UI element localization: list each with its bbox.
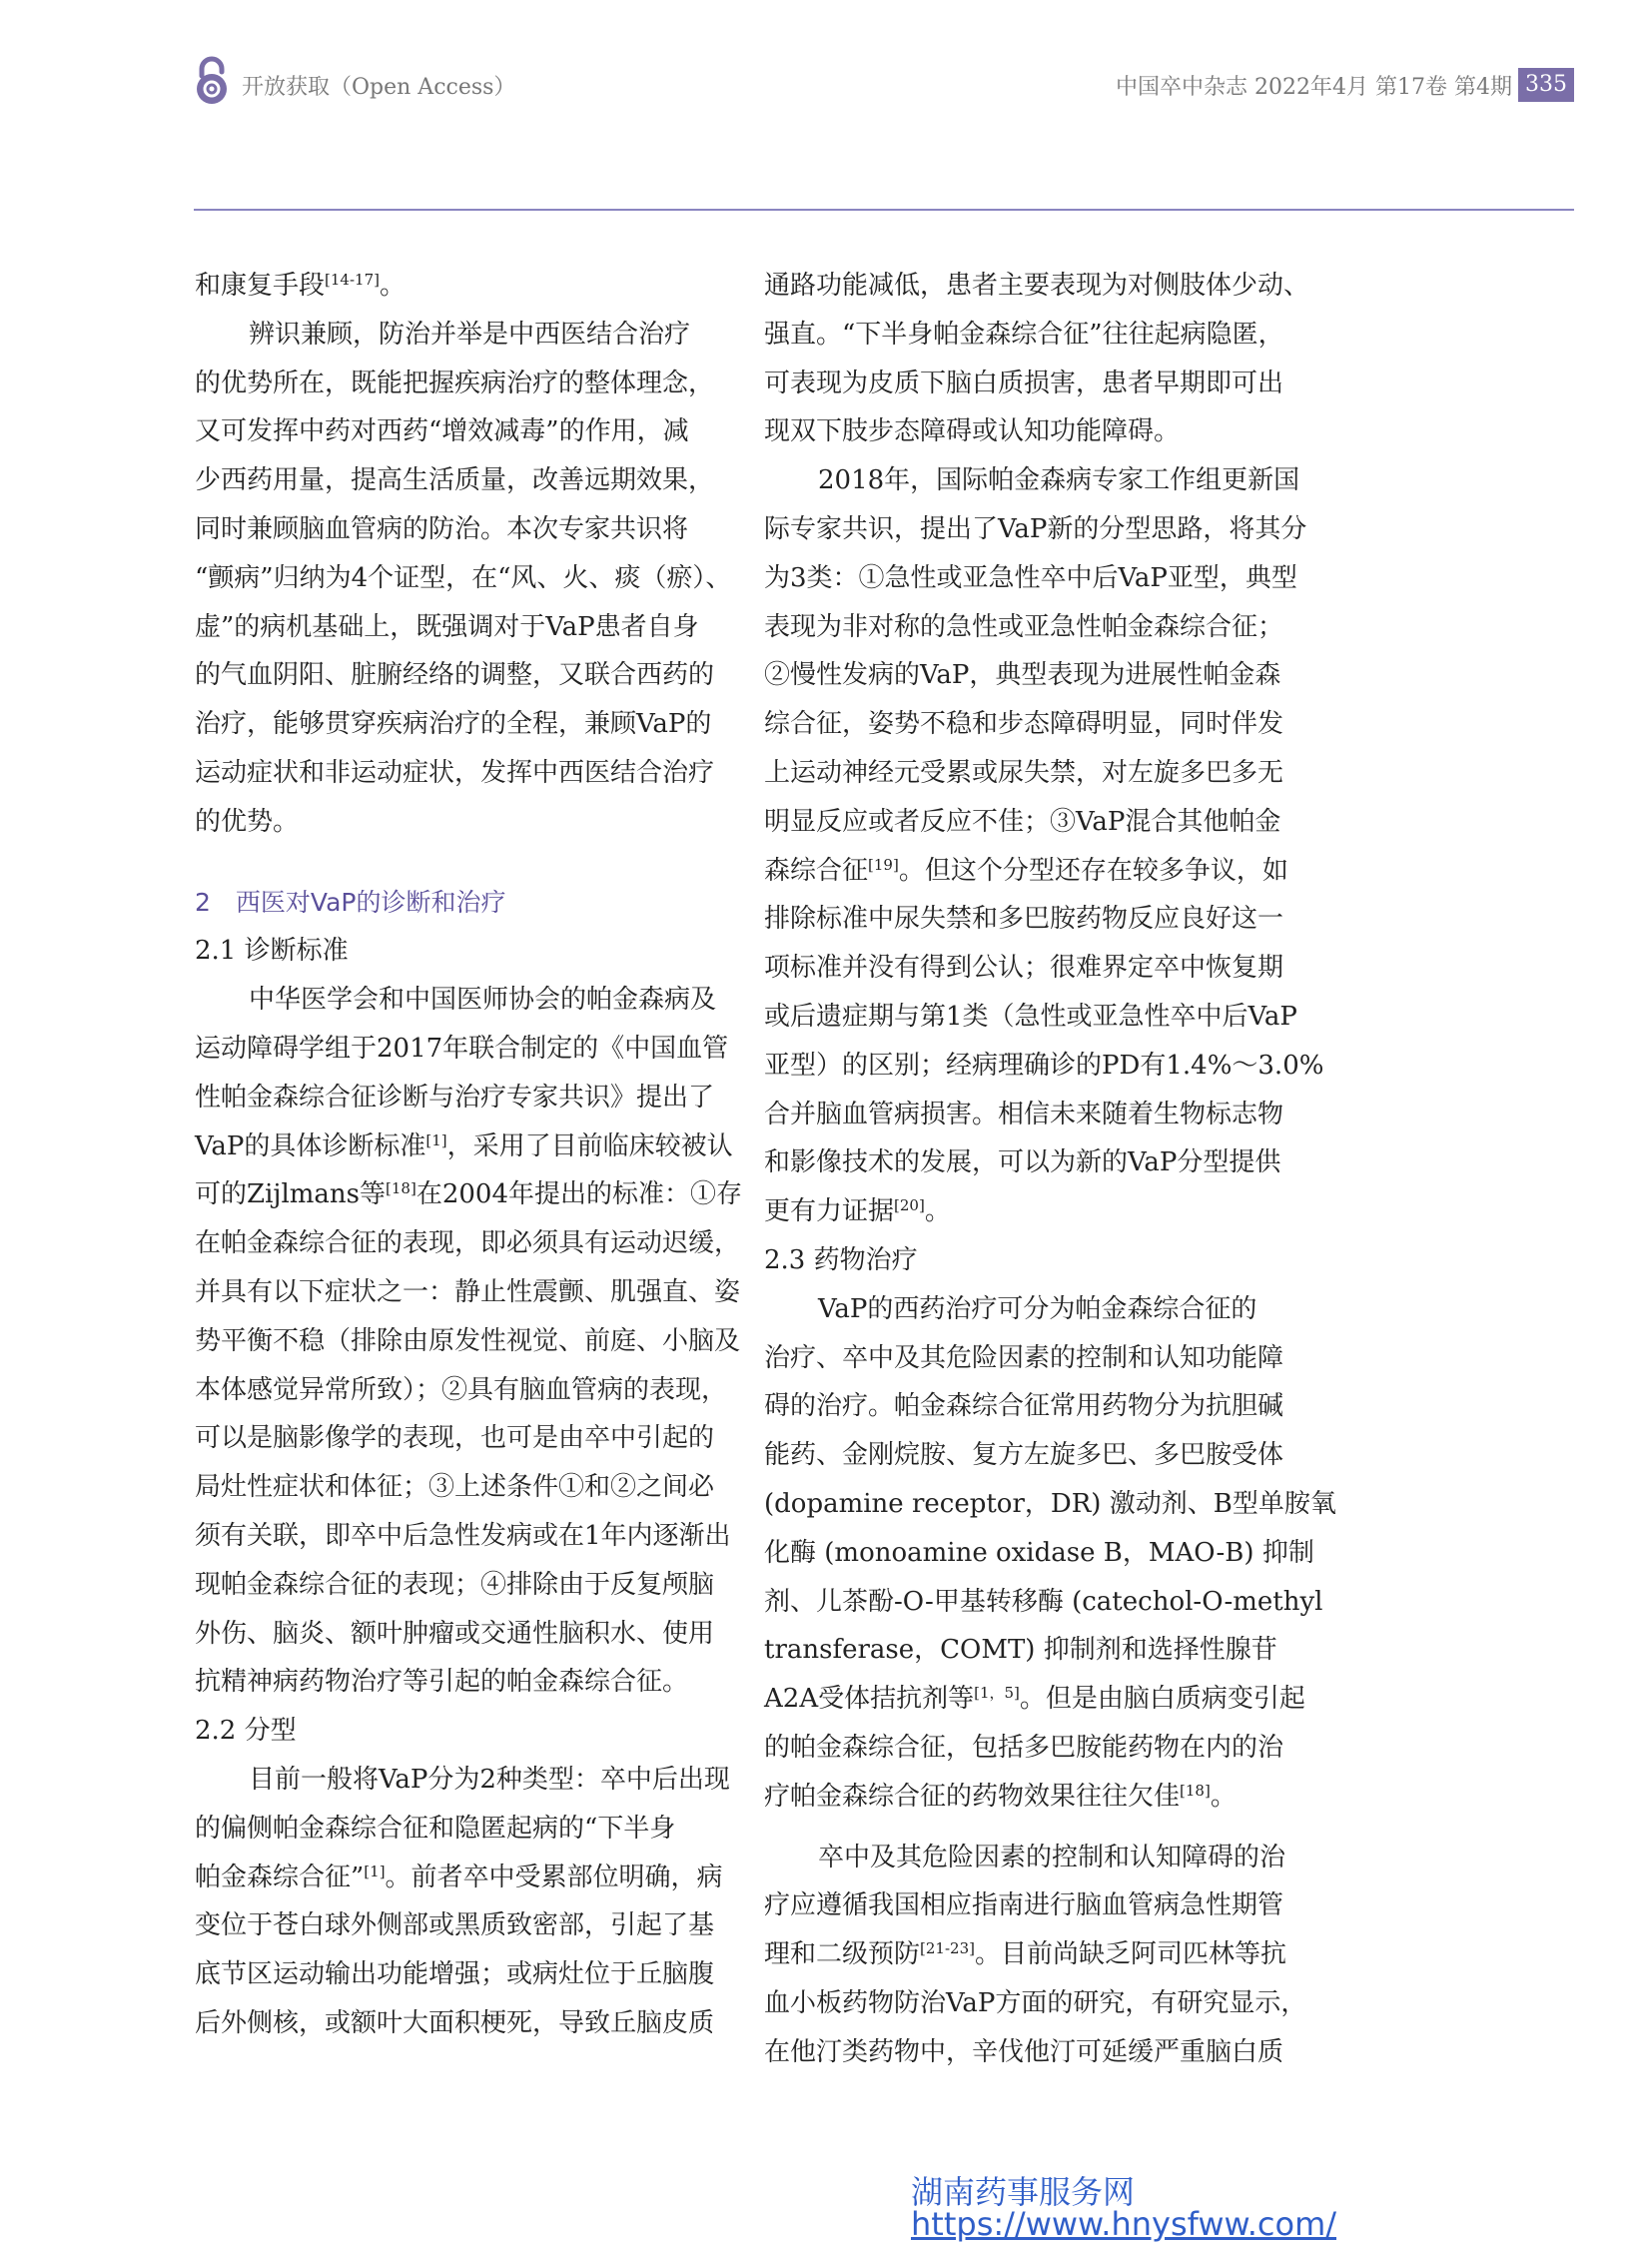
right-column	[764, 262, 1336, 2076]
journal-citation: 中国卒中杂志 2022年4月 第17卷 第4期	[1116, 75, 1512, 100]
paragraph-line: 能药、金刚烷胺、复方左旋多巴、多巴胺受体	[764, 1440, 1284, 1471]
paragraph-line: 的优势。	[195, 806, 300, 837]
watermark-url-link[interactable]: https://www.hnysfww.com/	[911, 2205, 1337, 2243]
watermark-site-name: 湖南药事服务网	[911, 2173, 1136, 2211]
paragraph-line: 或后遗症期与第1类（急性或亚急性卒中后VaP	[764, 1001, 1297, 1032]
paragraph-line: 通路功能减低，患者主要表现为对侧肢体少动、	[764, 271, 1310, 301]
paragraph-line: 治疗、卒中及其危险因素的控制和认知功能障	[764, 1342, 1284, 1373]
left-column	[195, 262, 742, 2048]
paragraph-line: 局灶性症状和体征；③上述条件①和②之间必	[195, 1472, 715, 1503]
paragraph-line: 上运动神经元受累或尿失禁，对左旋多巴多无	[764, 757, 1284, 788]
subsection-heading: 2.2 分型	[195, 1716, 297, 1747]
paragraph	[195, 976, 742, 1707]
paragraph-line: 势平衡不稳（排除由原发性视觉、前庭、小脑及	[195, 1325, 741, 1356]
paragraph-line: 碍的治疗。帕金森综合征常用药物分为抗胆碱	[764, 1391, 1284, 1422]
page-number: 335	[1518, 68, 1574, 102]
paragraph-line: 和影像技术的发展，可以为新的VaP分型提供	[764, 1147, 1281, 1178]
paragraph-line: 外伤、脑炎、额叶肿瘤或交通性脑积水、使用	[195, 1618, 715, 1649]
citation: [18]	[386, 1179, 416, 1198]
paragraph-line: 疗帕金森综合征的药物效果往往欠佳[18]。	[764, 1781, 1237, 1812]
paragraph-line: 亚型）的区别；经病理确诊的PD有1.4%～3.0%	[764, 1050, 1324, 1081]
paragraph-line: 森综合征[19]。但这个分型还存在较多争议，如	[764, 855, 1288, 886]
paragraph-line: 少西药用量，提高生活质量，改善远期效果，	[195, 465, 715, 496]
paragraph-line: transferase，COMT) 抑制剂和选择性腺苷	[764, 1635, 1277, 1666]
paragraph-line: 须有关联，即卒中后急性发病或在1年内逐渐出	[195, 1520, 731, 1551]
paragraph-line: 更有力证据[20]。	[764, 1196, 951, 1227]
paragraph-line: 的优势所在，既能把握疾病治疗的整体理念，	[195, 368, 715, 398]
paragraph	[195, 1756, 734, 2048]
paragraph-line: 现双下肢步态障碍或认知功能障碍。	[764, 416, 1181, 447]
paragraph-line: 又可发挥中药对西药“增效减毒”的作用，减	[195, 416, 689, 447]
paragraph-line: 帕金森综合征”[1]。前者卒中受累部位明确，病	[195, 1862, 723, 1892]
paragraph-line: 中华医学会和中国医师协会的帕金森病及	[249, 985, 717, 1016]
open-access-lock-icon	[194, 56, 230, 106]
paragraph	[195, 311, 734, 847]
paragraph-line: 治疗，能够贯穿疾病治疗的全程，兼顾VaP的	[195, 709, 712, 740]
paragraph-line: (dopamine receptor，DR) 激动剂、B型单胺氧	[764, 1488, 1336, 1519]
paragraph-line: 变位于苍白球外侧部或黑质致密部，引起了基	[195, 1910, 715, 1941]
paragraph-line: 卒中及其危险因素的控制和认知障碍的治	[818, 1842, 1286, 1872]
citation: [18]	[1180, 1781, 1211, 1800]
open-access-label: 开放获取（Open Access）	[242, 75, 516, 100]
paragraph-line: 强直。“下半身帕金森综合征”往往起病隐匿，	[764, 319, 1284, 350]
paragraph-line: 2018年，国际帕金森病专家工作组更新国	[818, 465, 1300, 496]
paragraph-line: 性帕金森综合征诊断与治疗专家共识》提出了	[195, 1082, 715, 1113]
subsection-heading: 2.3 药物治疗	[764, 1244, 918, 1275]
journal-info	[1116, 70, 1512, 101]
paragraph-line: 可的Zijlmans等[18]在2004年提出的标准：①存	[195, 1179, 742, 1210]
paragraph	[764, 456, 1324, 1236]
citation: [19]	[868, 855, 899, 874]
citation: [1，5]	[974, 1684, 1020, 1703]
paragraph-line: 的帕金森综合征，包括多巴胺能药物在内的治	[764, 1732, 1284, 1763]
paragraph-line: 理和二级预防[21-23]。目前尚缺乏阿司匹林等抗	[764, 1939, 1286, 1970]
paragraph-line: 际专家共识，提出了VaP新的分型思路，将其分	[764, 513, 1307, 544]
paragraph-line: 的气血阴阳、脏腑经络的调整，又联合西药的	[195, 660, 715, 691]
paragraph-line: 同时兼顾脑血管病的防治。本次专家共识将	[195, 513, 689, 544]
paragraph-line: 明显反应或者反应不佳；③VaP混合其他帕金	[764, 806, 1281, 837]
citation: [20]	[894, 1196, 925, 1215]
paragraph-line: 表现为非对称的急性或亚急性帕金森综合征；	[764, 611, 1284, 642]
paragraph-line: 合并脑血管病损害。相信未来随着生物标志物	[764, 1099, 1284, 1129]
paragraph-line: 化酶 (monoamine oxidase B，MAO-B) 抑制	[764, 1537, 1314, 1568]
header-rule	[194, 209, 1574, 211]
paragraph-line: 综合征，姿势不稳和步态障碍明显，同时伴发	[764, 709, 1284, 740]
paragraph-line: 的偏侧帕金森综合征和隐匿起病的“下半身	[195, 1813, 676, 1844]
citation: [21-23]	[920, 1939, 975, 1958]
paragraph-line: 和康复手段[14-17]。	[195, 271, 406, 301]
paragraph-line: 运动症状和非运动症状，发挥中西医结合治疗	[195, 757, 715, 788]
paragraph	[764, 262, 1310, 456]
paragraph-line: 并具有以下症状之一：静止性震颤、肌强直、姿	[195, 1276, 741, 1307]
citation: [14-17]	[325, 271, 380, 289]
paragraph-line: 虚”的病机基础上，既强调对于VaP患者自身	[195, 611, 699, 642]
paragraph-line: VaP的具体诊断标准[1]，采用了目前临床较被认	[195, 1130, 733, 1161]
paragraph-line: 为3类：①急性或亚急性卒中后VaP亚型，典型	[764, 562, 1297, 593]
paragraph-line: 底节区运动输出功能增强；或病灶位于丘脑腹	[195, 1959, 715, 1990]
paragraph-line: A2A受体拮抗剂等[1，5]。但是由脑白质病变引起	[764, 1684, 1305, 1715]
paragraph-line: 后外侧核，或额叶大面积梗死，导致丘脑皮质	[195, 2007, 715, 2038]
paragraph-line: 项标准并没有得到公认；很难界定卒中恢复期	[764, 953, 1284, 984]
subsection-heading: 2.1 诊断标准	[195, 936, 349, 967]
paragraph	[764, 1285, 1336, 1822]
paragraph-line: 现帕金森综合征的表现；④排除由于反复颅脑	[195, 1569, 715, 1600]
citation: [1]	[425, 1130, 447, 1149]
paragraph-line: 抗精神病药物治疗等引起的帕金森综合征。	[195, 1667, 689, 1698]
section-heading: 2 西医对VaP的诊断和治疗	[195, 887, 506, 917]
paragraph-line: 排除标准中尿失禁和多巴胺药物反应良好这一	[764, 904, 1284, 935]
paragraph-line: 疗应遵循我国相应指南进行脑血管病急性期管	[764, 1890, 1284, 1921]
paragraph-line: ②慢性发病的VaP，典型表现为进展性帕金森	[764, 660, 1281, 691]
paragraph-line: 血小板药物防治VaP方面的研究，有研究显示，	[764, 1987, 1307, 2018]
paragraph-line: 可表现为皮质下脑白质损害，患者早期即可出	[764, 368, 1284, 398]
paragraph	[764, 1834, 1307, 2077]
citation: [1]	[364, 1862, 386, 1880]
paragraph-line: 运动障碍学组于2017年联合制定的《中国血管	[195, 1033, 729, 1064]
paragraph-line: 目前一般将VaP分为2种类型：卒中后出现	[249, 1764, 730, 1795]
paragraph-line: VaP的西药治疗可分为帕金森综合征的	[818, 1293, 1257, 1324]
paragraph-line: “颤病”归纳为4个证型，在“风、火、痰（瘀）、	[195, 562, 732, 593]
paragraph-line: 剂、儿茶酚-O-甲基转移酶 (catechol-O-methyl	[764, 1586, 1323, 1617]
paragraph-line: 在帕金森综合征的表现，即必须具有运动迟缓，	[195, 1228, 741, 1259]
paragraph-line: 可以是脑影像学的表现，也可是由卒中引起的	[195, 1423, 715, 1454]
paragraph-line: 在他汀类药物中，辛伐他汀可延缓严重脑白质	[764, 2036, 1284, 2067]
paragraph-line: 辨识兼顾，防治并举是中西医结合治疗	[249, 319, 691, 350]
paragraph-line: 本体感觉异常所致）；②具有脑血管病的表现，	[195, 1374, 728, 1405]
